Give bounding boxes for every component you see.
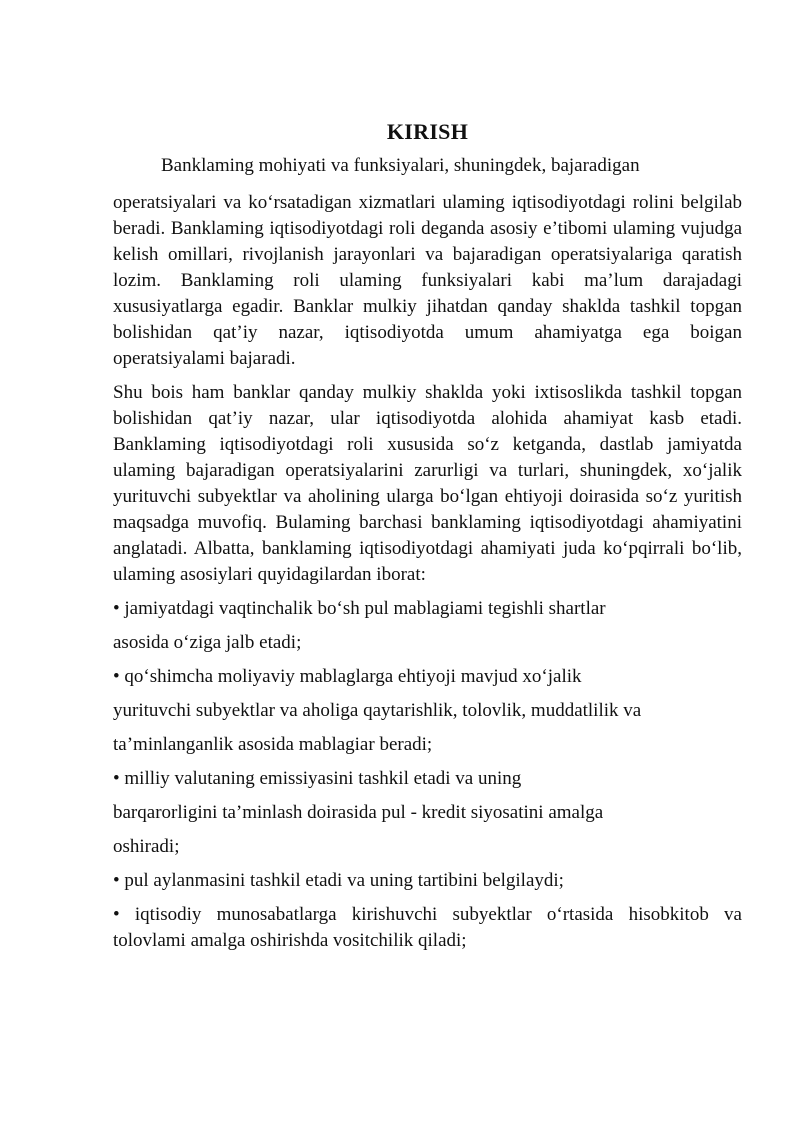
bullet-3-line-3: oshiradi; [113,836,180,857]
bullet-5-text: • iqtisodiy munosabatlarga kirishuvchi subyektlar o‘rtasida hisobkitob va tolovlami amalga oshirishda vositchilik qiladi; [113,904,742,951]
bullet-3-line-2: barqarorligini ta’minlash doirasida pul - kredit siyosatini amalga [113,802,604,823]
document-page [113,118,742,954]
document-title: KIRISH [386,119,469,144]
lead-line: Banklaming mohiyati va funksiyalari, shuningdek, bajaradigan [161,155,640,176]
bullet-item-5 [113,902,742,954]
paragraph-1: operatsiyalari va ko‘rsatadigan xizmatlari ulaming iqtisodiyotdagi rolini belgilab beradi. Banklaming iqtisodiyotdagi roli deganda asosiy e’tibomi ulaming vujudga kelish omillari, rivojlanish jarayonlari va bajaradigan operatsiyalariga qaratish lozim. Banklaming roli ulaming funksiyalari kabi ma’lum darajadagi xususiyatlarga egadir. Banklar mulkiy jihatdan qanday shaklda tashkil topgan bolishidan qat’iy nazar, iqtisodiyotda umum ahamiyatga ega boigan operatsiyalami bajaradi. [113,192,742,369]
bullet-2-line-2: yurituvchi subyektlar va aholiga qaytarishlik, tolovlik, muddatlilik va [113,700,642,721]
bullet-item-4 [113,868,742,902]
bullet-2-line-1: • qo‘shimcha moliyaviy mablaglarga ehtiyoji mavjud xo‘jalik [113,666,582,687]
bullet-list [113,596,742,954]
bullet-2-line-3: ta’minlanganlik asosida mablagiar beradi; [113,734,433,755]
bullet-item-1 [113,596,742,664]
bullet-3-line-1: • milliy valutaning emissiyasini tashkil etadi va uning [113,768,522,789]
bullet-1-line-1: • jamiyatdagi vaqtinchalik bo‘sh pul mablagiami tegishli shartlar [113,598,606,619]
bullet-item-2 [113,664,742,766]
bullet-1-line-2: asosida o‘ziga jalb etadi; [113,632,302,653]
bullet-item-3 [113,766,742,868]
paragraph-2: Shu bois ham banklar qanday mulkiy shaklda yoki ixtisoslikda tashkil topgan bolishidan qat’iy nazar, ular iqtisodiyotda alohida ahamiyat kasb etadi. Banklaming iqtisodiyotdagi roli xususida so‘z ketganda, dastlab jamiyatda ulaming bajaradigan operatsiyalarini zarurligi va turlari, shuningdek, xo‘jalik yurituvchi subyektlar va aholining ularga bo‘lgan ehtiyoji doirasida so‘z yuritish maqsadga muvofiq. Bulaming barchasi banklaming iqtisodiyotdagi ahamiyatini anglatadi. Albatta, banklaming iqtisodiyotdagi ahamiyati juda ko‘pqirrali bo‘lib, ulaming asosiylari quyidagilardan iborat: [113,382,742,585]
bullet-4-line-1: • pul aylanmasini tashkil etadi va uning tartibini belgilaydi; [113,870,564,891]
